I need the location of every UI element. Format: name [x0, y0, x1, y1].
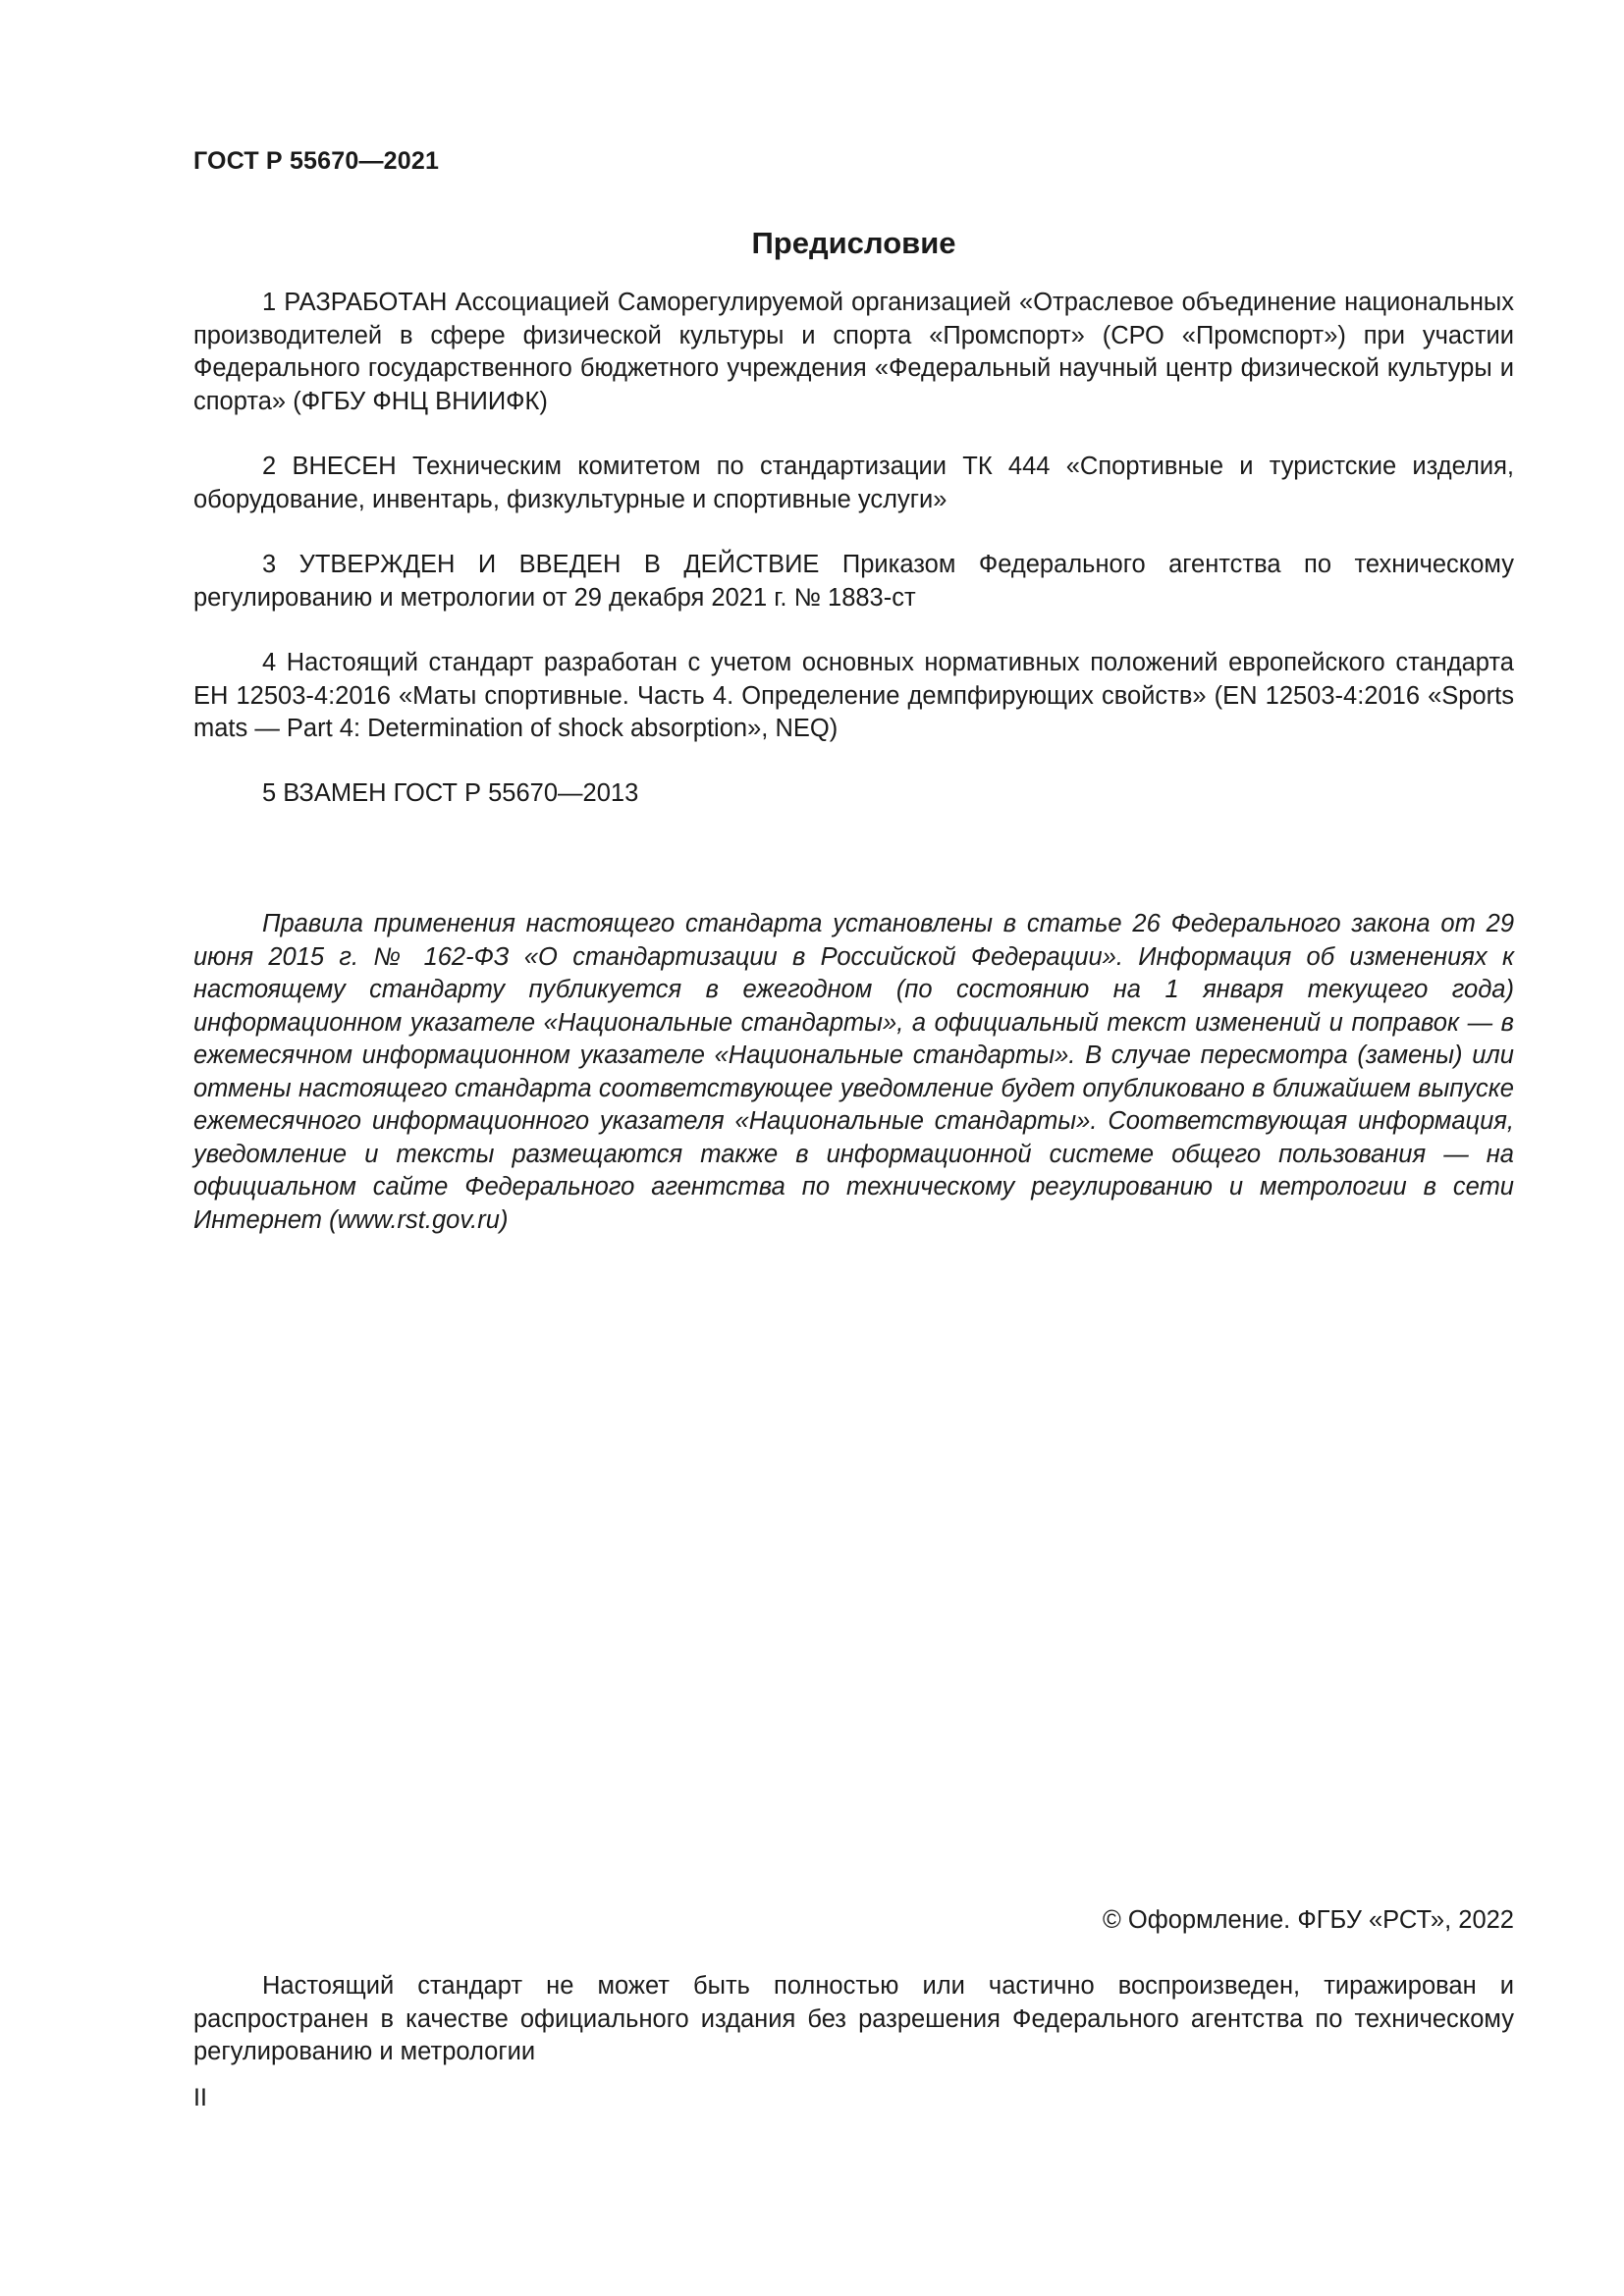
preface-item-approved: 3 УТВЕРЖДЕН И ВВЕДЕН В ДЕЙСТВИЕ Приказом Федерального агентства по техническому регулированию и метрологии от 29 декабря 2021 г. № 1883-ст — [193, 551, 1514, 612]
preface-item-developed: 1 РАЗРАБОТАН Ассоциацией Саморегулируемой организацией «Отраслевое объединение национальных производителей в сфере физической культуры и спорта «Промспорт» (СРО «Промспорт») при участии Федерального государственного бюджетного учреждения «Федеральный научный центр физической культуры и спорта» (ФГБУ ФНЦ ВНИИФК) — [193, 289, 1514, 415]
preface-item-submitted: 2 ВНЕСЕН Техническим комитетом по стандартизации ТК 444 «Спортивные и туристские изделия, оборудование, инвентарь, физкультурные и спортивные услуги» — [193, 453, 1514, 513]
page-number: II — [193, 2084, 207, 2111]
preface-item-replaces: 5 ВЗАМЕН ГОСТ Р 55670—2013 — [262, 779, 639, 807]
reproduction-notice: Настоящий стандарт не может быть полностью или частично воспроизведен, тиражирован и распространен в качестве официального издания без разрешения Федерального агентства по техническому регулированию и метрологии — [193, 1972, 1514, 2065]
document-code: ГОСТ Р 55670—2021 — [193, 147, 440, 175]
preface-item-harmonization: 4 Настоящий стандарт разработан с учетом основных нормативных положений европейского стандарта ЕН 12503-4:2016 «Маты спортивные. Часть 4. Определение демпфирующих свойств» (EN 12503-4:2016 «Sports mats — Part 4: Determination of shock absorption», NEQ) — [193, 649, 1514, 742]
preface-title: Предисловие — [751, 226, 956, 260]
copyright-line: © Оформление. ФГБУ «РСТ», 2022 — [1103, 1906, 1514, 1934]
application-rules-notice: Правила применения настоящего стандарта установлены в статье 26 Федерального закона от 29 июня 2015 г. № 162-ФЗ «О стандартизации в Российской Федерации». Информация об изменениях к настоящему стандарту публикуется в ежегодном (по состоянию на 1 января текущего года) информационном указателе «Национальные стандарты», а официальный текст изменений и поправок — в ежемесячном информационном указателе «Национальные стандарты». В случае пересмотра (замены) или отмены настоящего стандарта соответствующее уведомление будет опубликовано в ближайшем выпуске ежемесячного информационного указателя «Национальные стандарты». Соответствующая информация, уведомление и тексты размещаются также в информационной системе общего пользования — на официальном сайте Федерального агентства по техническому регулированию и метрологии в сети Интернет (www.rst.gov.ru) — [193, 910, 1514, 1234]
